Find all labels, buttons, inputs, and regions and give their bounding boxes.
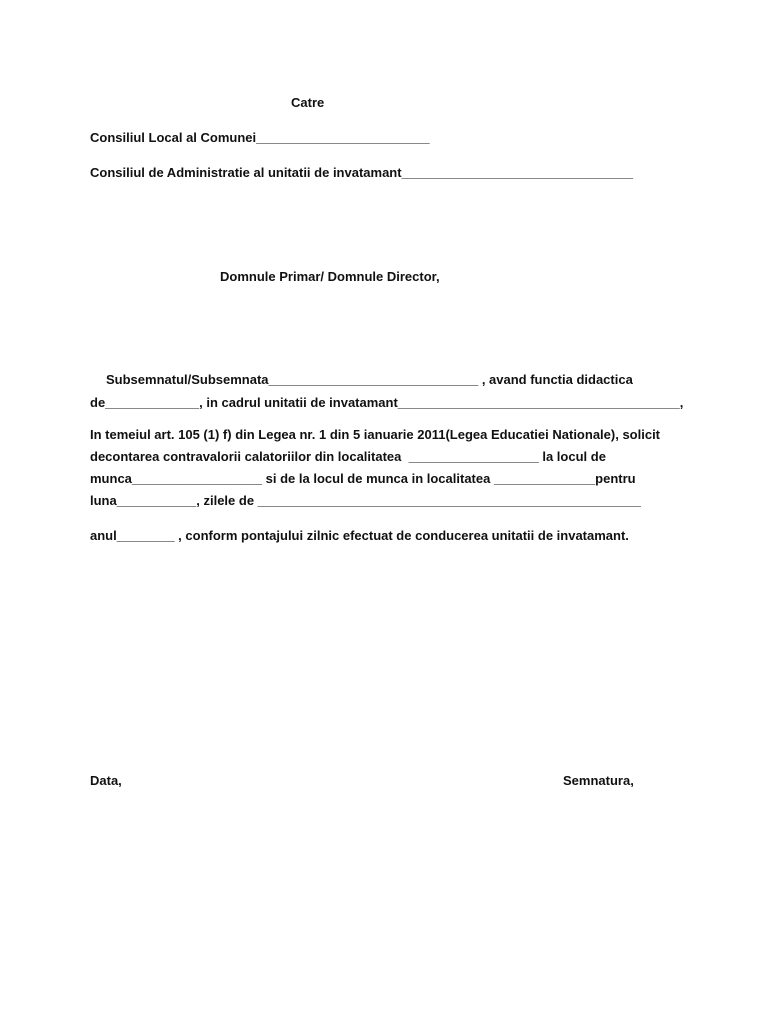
paragraph3: anul________ , conform pontajului zilnic efectuat de conducerea unitatii de invatamant. [90,528,629,543]
salutation: Domnule Primar/ Domnule Director, [220,269,440,284]
paragraph2-line3: munca__________________ si de la locul de munca in localitatea ______________pentru [90,471,636,486]
paragraph2-line2: decontarea contravalorii calatoriilor din localitatea __________________ la locul de [90,449,606,464]
signature-label: Semnatura, [563,773,634,788]
paragraph1-line1: Subsemnatul/Subsemnata_____________________________ , avand functia didactica [106,372,633,387]
paragraph2-line1: In temeiul art. 105 (1) f) din Legea nr. 1 din 5 ianuarie 2011(Legea Educatiei Nationale), solicit [90,427,661,442]
recipient-header: Catre [291,95,325,110]
consiliul-local-line: Consiliul Local al Comunei________________________ [90,130,430,145]
paragraph2-line4: luna___________, zilele de _____________________________________________________ [90,493,641,508]
date-label: Data, [90,773,122,788]
consiliul-administratie-line: Consiliul de Administratie al unitatii de invatamant________________________________ [90,165,633,180]
paragraph1-line2: de_____________, in cadrul unitatii de invatamant_______________________________________, [90,395,684,410]
